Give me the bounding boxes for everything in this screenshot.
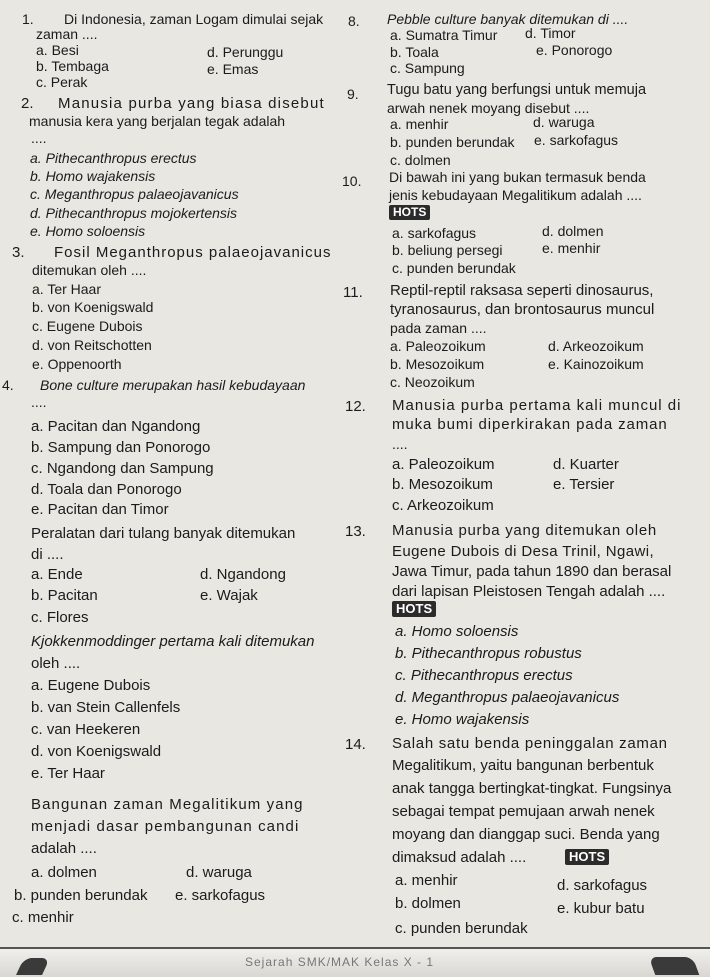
- q10-option-d: d. dolmen: [542, 223, 604, 239]
- q5-option-e: e. Wajak: [200, 587, 258, 604]
- q2-stem-line2: manusia kera yang berjalan tegak adalah: [29, 113, 286, 129]
- q9-option-a: a. menhir: [390, 116, 449, 132]
- q6-option-e: e. Ter Haar: [31, 765, 105, 782]
- q5-option-c: c. Flores: [31, 609, 89, 626]
- q7-option-c: c. menhir: [12, 909, 74, 926]
- q12-stem-line3: ....: [392, 436, 408, 452]
- q1-stem-line2: zaman ....: [36, 26, 98, 42]
- q9-option-c: c. dolmen: [390, 152, 451, 168]
- q12-option-a: a. Paleozoikum: [392, 456, 495, 473]
- q8-option-b: b. Toala: [390, 44, 439, 60]
- q14-option-c: c. punden berundak: [395, 920, 528, 937]
- q13-number: 13.: [345, 523, 366, 540]
- q14-option-a: a. menhir: [395, 872, 458, 889]
- q3-number: 3.: [12, 244, 25, 261]
- q3-stem-line1: Fosil Meganthropus palaeojavanicus: [54, 244, 332, 261]
- q8-stem: Pebble culture banyak ditemukan di ....: [387, 11, 629, 27]
- q2-option-e: e. Homo soloensis: [30, 223, 146, 239]
- q3-option-e: e. Oppenoorth: [32, 356, 122, 372]
- footer-title: Sejarah SMK/MAK Kelas X - 1: [245, 955, 435, 969]
- q1-option-e: e. Emas: [207, 61, 259, 77]
- q12-option-c: c. Arkeozoikum: [392, 497, 494, 514]
- q8-option-c: c. Sampung: [390, 60, 465, 76]
- q10-stem-line2: jenis kebudayaan Megalitikum adalah ....: [389, 187, 642, 203]
- q11-number: 11.: [343, 284, 363, 301]
- q11-stem-line3: pada zaman ....: [390, 320, 487, 336]
- q14-option-e: e. kubur batu: [557, 900, 645, 917]
- q12-stem-line1: Manusia purba pertama kali muncul di: [392, 397, 682, 414]
- q11-option-c: c. Neozoikum: [390, 374, 475, 390]
- q13-hots-badge: HOTS: [392, 601, 436, 617]
- q8-number: 8.: [348, 13, 360, 29]
- q4-option-e: e. Pacitan dan Timor: [31, 501, 169, 518]
- q1-option-c: c. Perak: [36, 74, 88, 90]
- q2-stem-line1: Manusia purba yang biasa disebut: [58, 95, 325, 112]
- q7-stem-line1: Bangunan zaman Megalitikum yang: [31, 796, 304, 813]
- q6-option-d: d. von Koenigswald: [31, 743, 162, 760]
- q3-option-c: c. Eugene Dubois: [32, 318, 143, 334]
- q12-option-b: b. Mesozoikum: [392, 476, 493, 493]
- q1-option-b: b. Tembaga: [36, 58, 109, 74]
- q14-stem-line6: dimaksud adalah ....: [392, 849, 527, 866]
- q10-option-b: b. beliung persegi: [392, 242, 503, 258]
- q13-option-b: b. Pithecanthropus robustus: [395, 645, 582, 662]
- q14-hots-badge: HOTS: [565, 849, 609, 865]
- q13-option-d: d. Meganthropus palaeojavanicus: [395, 689, 620, 706]
- q9-stem-line2: arwah nenek moyang disebut ....: [387, 100, 590, 116]
- q4-stem-line2: ....: [31, 394, 47, 410]
- q5-option-a: a. Ende: [31, 566, 83, 583]
- q9-option-d: d. waruga: [533, 114, 595, 130]
- q13-stem-line4: dari lapisan Pleistosen Tengah adalah ....: [392, 583, 666, 600]
- q14-stem-line2: Megalitikum, yaitu bangunan berbentuk: [392, 757, 654, 774]
- q4-number: 4.: [2, 377, 14, 393]
- q14-option-d: d. sarkofagus: [557, 877, 648, 894]
- q7-option-d: d. waruga: [186, 864, 252, 881]
- q11-option-e: e. Kainozoikum: [548, 356, 644, 372]
- q13-stem-line1: Manusia purba yang ditemukan oleh: [392, 522, 657, 539]
- q4-option-a: a. Pacitan dan Ngandong: [31, 418, 201, 435]
- q2-option-d: d. Pithecanthropus mojokertensis: [30, 205, 237, 221]
- q14-option-b: b. dolmen: [395, 895, 461, 912]
- q10-option-c: c. punden berundak: [392, 260, 516, 276]
- q14-number: 14.: [345, 736, 366, 753]
- q1-stem-line1: Di Indonesia, zaman Logam dimulai sejak: [64, 11, 324, 27]
- q7-option-b: b. punden berundak: [14, 887, 148, 904]
- q4-stem-line1: Bone culture merupakan hasil kebudayaan: [40, 377, 306, 393]
- q6-stem-line2: oleh ....: [31, 655, 81, 672]
- q2-stem-line3: ....: [31, 130, 47, 146]
- q13-option-a: a. Homo soloensis: [395, 623, 519, 640]
- q1-option-a: a. Besi: [36, 42, 79, 58]
- q5-option-d: d. Ngandong: [200, 566, 286, 583]
- q11-option-d: d. Arkeozoikum: [548, 338, 644, 354]
- q8-option-d: d. Timor: [525, 25, 576, 41]
- q3-option-d: d. von Reitschotten: [32, 337, 152, 353]
- q1-option-d: d. Perunggu: [207, 44, 284, 60]
- q10-stem-line1: Di bawah ini yang bukan termasuk benda: [389, 169, 646, 185]
- q5-stem-line2: di ....: [31, 546, 64, 563]
- q5-stem-line1: Peralatan dari tulang banyak ditemukan: [31, 525, 296, 542]
- q6-option-a: a. Eugene Dubois: [31, 677, 151, 694]
- q7-stem-line3: adalah ....: [31, 840, 97, 857]
- q10-number: 10.: [342, 173, 362, 189]
- q11-option-b: b. Mesozoikum: [390, 356, 485, 372]
- q6-option-b: b. van Stein Callenfels: [31, 699, 181, 716]
- q12-stem-line2: muka bumi diperkirakan pada zaman: [392, 416, 668, 433]
- q13-option-e: e. Homo wajakensis: [395, 711, 530, 728]
- q12-option-e: e. Tersier: [553, 476, 615, 493]
- q8-option-a: a. Sumatra Timur: [390, 27, 498, 43]
- q7-stem-line2: menjadi dasar pembangunan candi: [31, 818, 300, 835]
- q9-option-e: e. sarkofagus: [534, 132, 619, 148]
- q13-option-c: c. Pithecanthropus erectus: [395, 667, 573, 684]
- q9-number: 9.: [347, 86, 359, 102]
- q13-stem-line2: Eugene Dubois di Desa Trinil, Ngawi,: [392, 543, 655, 560]
- q10-option-e: e. menhir: [542, 240, 601, 256]
- q7-option-a: a. dolmen: [31, 864, 97, 881]
- q2-option-b: b. Homo wajakensis: [30, 168, 156, 184]
- q14-stem-line1: Salah satu benda peninggalan zaman: [392, 735, 668, 752]
- q5-option-b: b. Pacitan: [31, 587, 98, 604]
- q3-option-a: a. Ter Haar: [32, 281, 101, 297]
- q10-hots-badge: HOTS: [389, 205, 430, 220]
- footer-decoration-right: [649, 957, 700, 975]
- q4-option-b: b. Sampung dan Ponorogo: [31, 439, 211, 456]
- q13-stem-line3: Jawa Timur, pada tahun 1890 dan berasal: [392, 563, 672, 580]
- q4-option-d: d. Toala dan Ponorogo: [31, 481, 182, 498]
- q9-stem-line1: Tugu batu yang berfungsi untuk memuja: [387, 82, 647, 98]
- q2-option-c: c. Meganthropus palaeojavanicus: [30, 186, 239, 202]
- q1-number: 1.: [22, 11, 34, 27]
- q14-stem-line4: sebagai tempat pemujaan arwah nenek: [392, 803, 655, 820]
- q8-option-e: e. Ponorogo: [536, 42, 613, 58]
- q7-option-e: e. sarkofagus: [175, 887, 266, 904]
- q2-option-a: a. Pithecanthropus erectus: [30, 150, 197, 166]
- q12-option-d: d. Kuarter: [553, 456, 619, 473]
- q4-option-c: c. Ngandong dan Sampung: [31, 460, 214, 477]
- q11-stem-line2: tyranosaurus, dan brontosaurus muncul: [390, 301, 655, 318]
- q11-option-a: a. Paleozoikum: [390, 338, 486, 354]
- q3-option-b: b. von Koenigswald: [32, 299, 154, 315]
- q12-number: 12.: [345, 398, 366, 415]
- q9-option-b: b. punden berundak: [390, 134, 515, 150]
- q10-option-a: a. sarkofagus: [392, 225, 477, 241]
- q14-stem-line5: moyang dan dianggap suci. Benda yang: [392, 826, 660, 843]
- q11-stem-line1: Reptil-reptil raksasa seperti dinosaurus,: [390, 282, 654, 299]
- q6-option-c: c. van Heekeren: [31, 721, 141, 738]
- q2-number: 2.: [21, 95, 34, 112]
- q6-stem-line1: Kjokkenmoddinger pertama kali ditemukan: [31, 633, 315, 650]
- q14-stem-line3: anak tangga bertingkat-tingkat. Fungsinya: [392, 780, 672, 797]
- q3-stem-line2: ditemukan oleh ....: [32, 262, 147, 278]
